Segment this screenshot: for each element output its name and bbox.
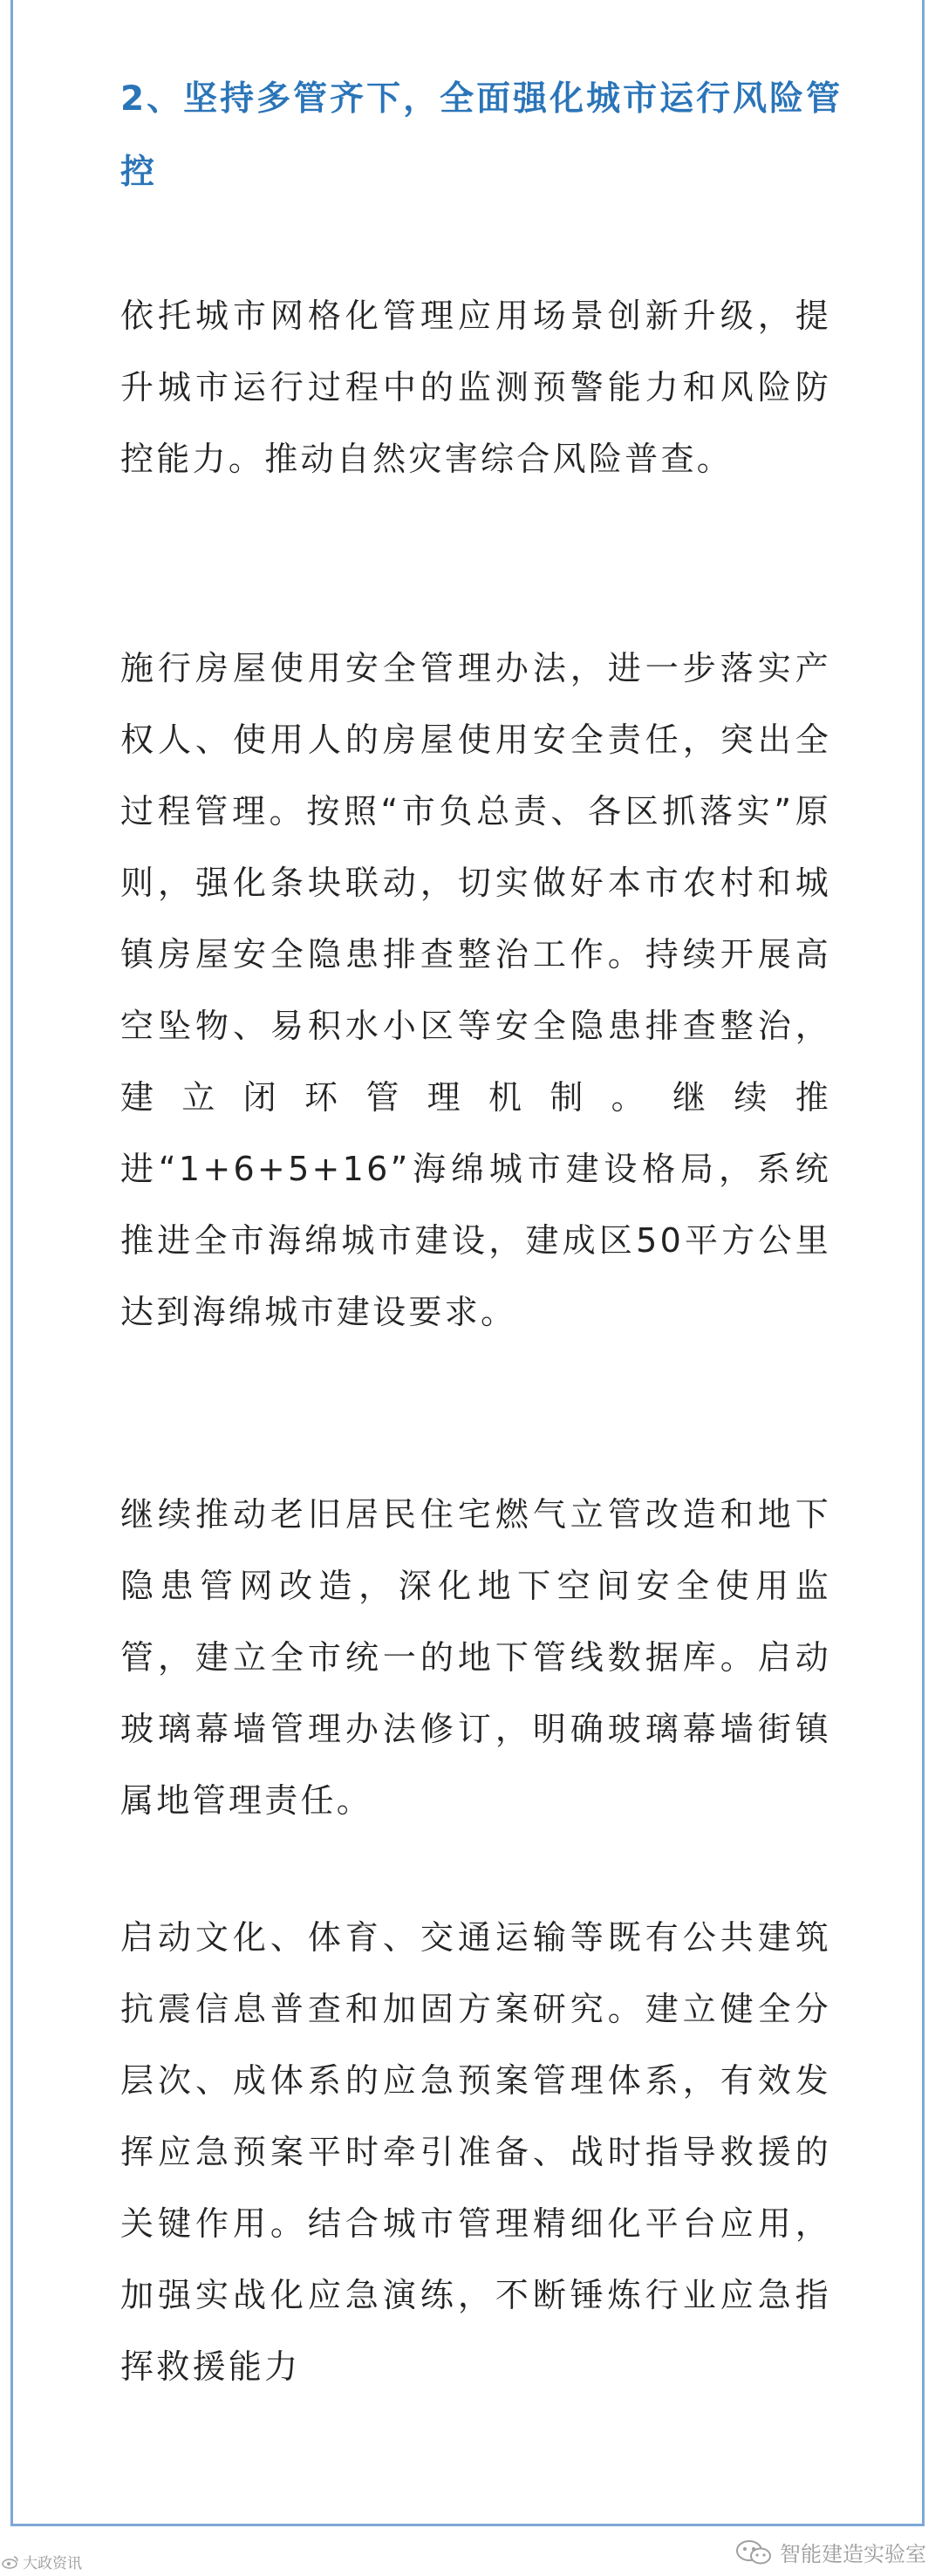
paragraph: 启动文化、体育、交通运输等既有公共建筑抗震信息普查和加固方案研究。建立健全分层次、成体系的应急预案管理体系，有效发挥应急预案平时牵引准备、战时指导救援的关键作用。结合城市管理精细化平台应用，加强实战化应急演练，不断锤炼行业应急指挥救援能力 — [120, 1918, 831, 2386]
section-heading: 2、坚持多管齐下，全面强化城市运行风险管控 — [120, 79, 843, 192]
paragraph: 依托城市网格化管理应用场景创新升级，提升城市运行过程中的监测预警能力和风险防控能力。推动自然灾害综合风险普查。 — [120, 297, 831, 478]
watermark-left — [2, 2551, 82, 2573]
weibo-icon — [2, 2555, 19, 2569]
watermark-right-text: 智能建造实验室 — [780, 2542, 926, 2566]
watermark-left-text: 大政资讯 — [23, 2555, 82, 2573]
paragraph: 施行房屋使用安全管理办法，进一步落实产权人、使用人的房屋使用安全责任，突出全过程管理。按照“市负总责、各区抓落实”原则，强化条块联动，切实做好本市农村和城镇房屋安全隐患排查整治工作。持续开展高空坠物、易积水小区等安全隐患排查整治，建立闭环管理机制。继续推进“1+6+5+16”海绵城市建设格局，系统推进全市海绵城市建设，建成区50平方公里达到海绵城市建设要求。 — [120, 649, 831, 1331]
paragraph: 继续推动老旧居民住宅燃气立管改造和地下隐患管网改造，深化地下空间安全使用监管，建立全市统一的地下管线数据库。启动玻璃幕墙管理办法修订，明确玻璃幕墙街镇属地管理责任。 — [120, 1495, 831, 1820]
watermark-right — [734, 2537, 926, 2567]
wechat-icon — [734, 2539, 773, 2566]
